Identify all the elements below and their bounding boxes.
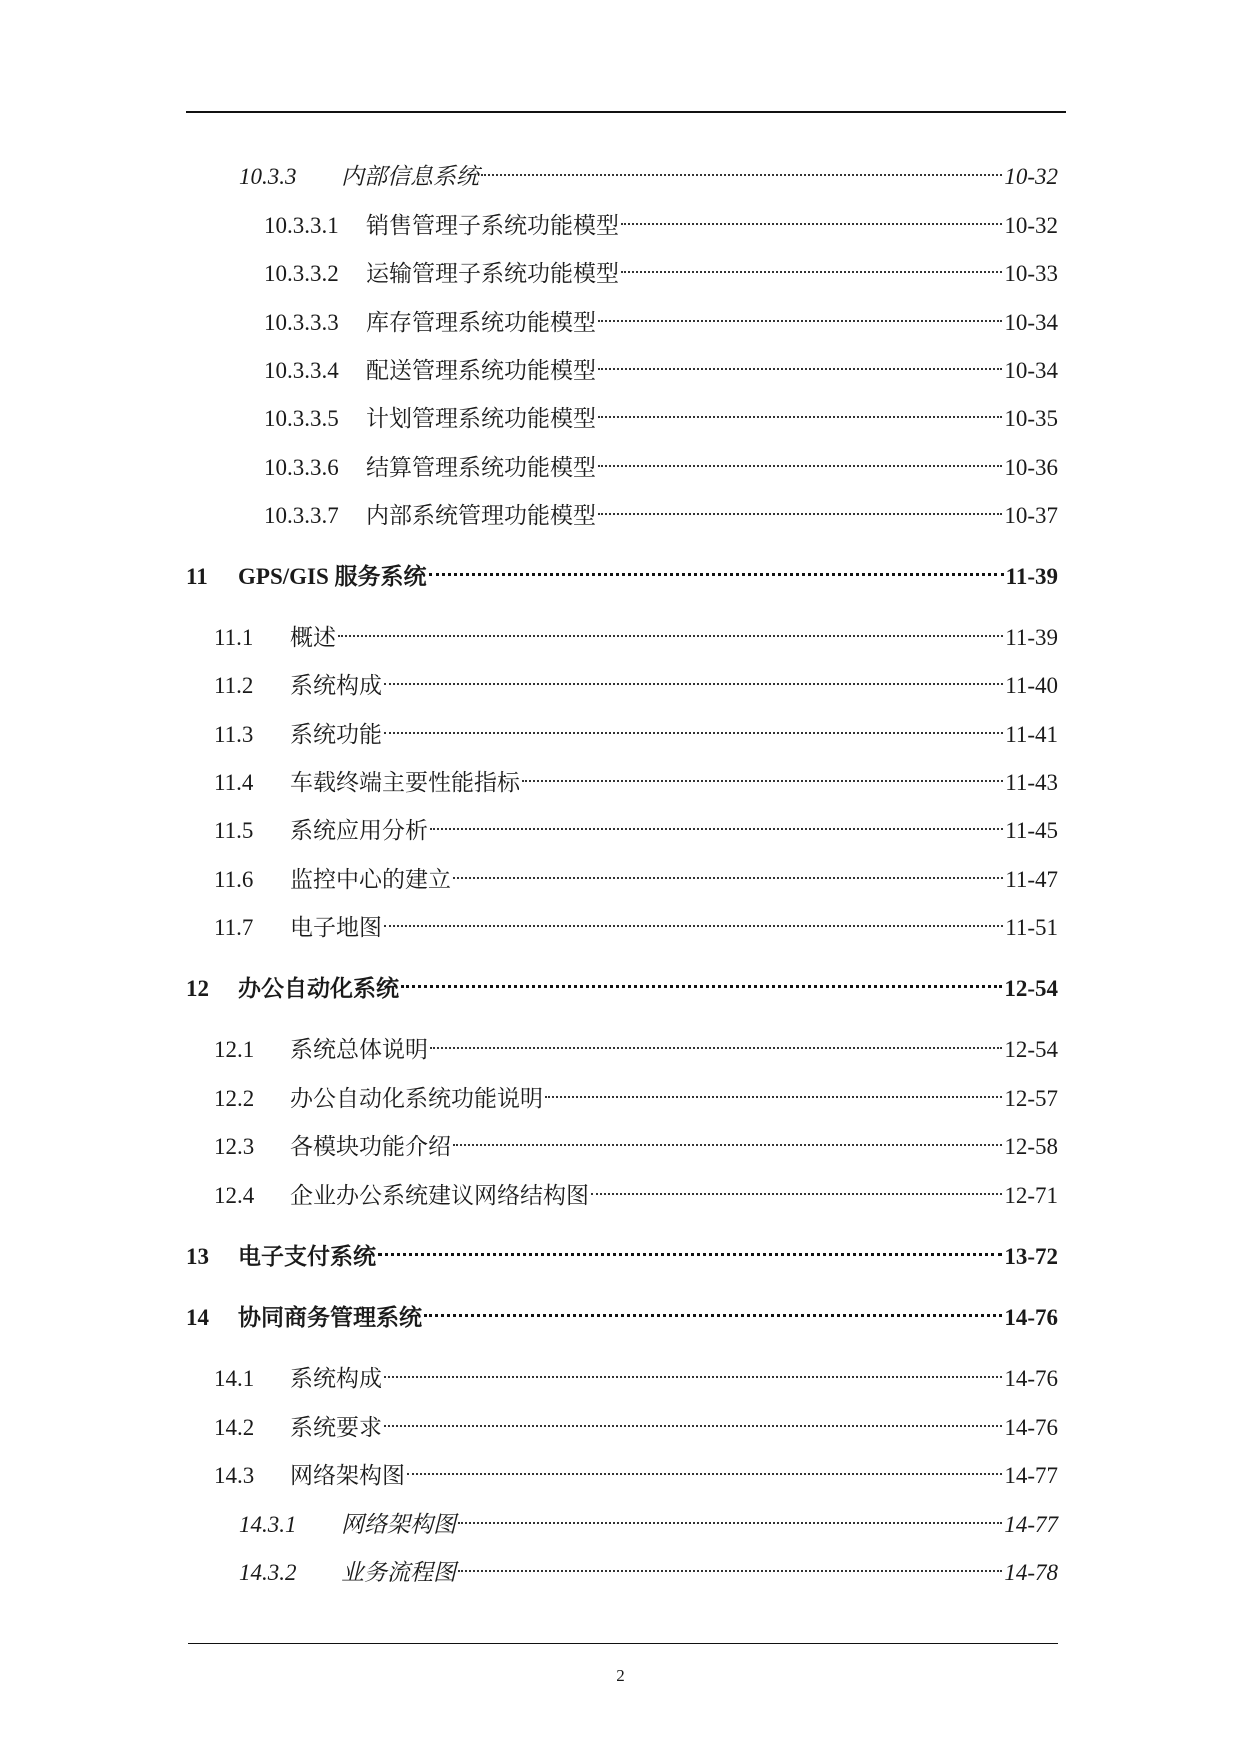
toc-entry-page: 11-47 xyxy=(1005,867,1058,892)
toc-dot-leader xyxy=(598,493,1002,523)
toc-entry-page: 13-72 xyxy=(1004,1244,1058,1269)
toc-entry-number: 10.3.3.2 xyxy=(264,261,339,286)
toc-dot-leader xyxy=(430,808,1003,838)
toc-dot-leader xyxy=(621,251,1002,281)
toc-entry[interactable] xyxy=(186,554,1058,592)
toc-entry[interactable] xyxy=(186,1124,1058,1162)
toc-entry-page: 10-37 xyxy=(1004,503,1058,528)
toc-entry-number: 12.4 xyxy=(214,1183,255,1208)
toc-dot-leader xyxy=(384,712,1003,742)
toc-entry-page: 11-43 xyxy=(1005,770,1058,795)
toc-entry-page: 10-34 xyxy=(1004,358,1058,383)
toc-dot-leader xyxy=(401,966,1002,996)
toc-entry-title: 业务流程图 xyxy=(341,1560,456,1585)
toc-entry-page: 14-76 xyxy=(1004,1366,1058,1391)
toc-entry-number: 11.7 xyxy=(214,915,254,940)
toc-entry-page: 12-71 xyxy=(1004,1183,1058,1208)
toc-entry-title: 办公自动化系统 xyxy=(238,976,399,1001)
toc-entry-number: 10.3.3 xyxy=(239,164,297,189)
toc-entry-number: 12 xyxy=(186,976,209,1001)
toc-entry[interactable] xyxy=(186,966,1058,1004)
toc-entry-number: 11.1 xyxy=(214,625,254,650)
toc-entry-number: 14.3 xyxy=(214,1463,255,1488)
toc-entry-number: 11 xyxy=(186,564,208,589)
toc-entry-number: 10.3.3.3 xyxy=(264,310,339,335)
toc-entry-page: 14-77 xyxy=(1004,1463,1058,1488)
toc-entry-title: 系统功能 xyxy=(290,722,382,747)
toc-entry-page: 11-39 xyxy=(1005,625,1058,650)
toc-entry[interactable] xyxy=(186,615,1058,653)
toc-entry-number: 11.2 xyxy=(214,673,254,698)
toc-entry-page: 10-34 xyxy=(1004,310,1058,335)
toc-entry-title: 配送管理系统功能模型 xyxy=(366,358,596,383)
toc-dot-leader xyxy=(429,554,1004,584)
toc-entry-page: 10-32 xyxy=(1004,164,1058,189)
toc-entry-page: 11-51 xyxy=(1005,915,1058,940)
toc-entry-number: 14.1 xyxy=(214,1366,255,1391)
toc-entry-number: 14 xyxy=(186,1305,209,1330)
header-rule xyxy=(186,111,1066,113)
toc-entry-title: 车载终端主要性能指标 xyxy=(290,770,520,795)
toc-entry-title: 概述 xyxy=(290,625,336,650)
toc-dot-leader xyxy=(545,1076,1002,1106)
toc-entry[interactable] xyxy=(186,251,1058,289)
toc-dot-leader xyxy=(598,396,1002,426)
toc-dot-leader xyxy=(430,1027,1002,1057)
toc-entry-number: 14.3.1 xyxy=(239,1512,297,1537)
toc-entry[interactable] xyxy=(186,1502,1058,1540)
toc-dot-leader xyxy=(522,760,1003,790)
toc-entry-title: 结算管理系统功能模型 xyxy=(366,455,596,480)
toc-entry-title: 各模块功能介绍 xyxy=(290,1134,451,1159)
toc-entry[interactable] xyxy=(186,154,1058,192)
toc-entry[interactable] xyxy=(186,760,1058,798)
toc-entry-number: 12.3 xyxy=(214,1134,255,1159)
toc-dot-leader xyxy=(591,1173,1002,1203)
toc-entry[interactable] xyxy=(186,1076,1058,1114)
toc-entry[interactable] xyxy=(186,300,1058,338)
toc-entry[interactable] xyxy=(186,1550,1058,1588)
toc-entry-page: 10-33 xyxy=(1004,261,1058,286)
toc-entry-title: 系统总体说明 xyxy=(290,1037,428,1062)
page-number: 2 xyxy=(616,1666,625,1685)
toc-entry-page: 10-32 xyxy=(1004,213,1058,238)
toc-entry-title: 内部信息系统 xyxy=(341,164,479,189)
toc-entry-number: 14.2 xyxy=(214,1415,255,1440)
toc-dot-leader xyxy=(384,1405,1002,1435)
toc-entry-title: 运输管理子系统功能模型 xyxy=(366,261,619,286)
toc-entry[interactable] xyxy=(186,396,1058,434)
toc-dot-leader xyxy=(598,348,1002,378)
toc-entry-title: 系统构成 xyxy=(290,673,382,698)
toc-entry-title: 企业办公系统建议网络结构图 xyxy=(290,1183,589,1208)
toc-entry-page: 14-76 xyxy=(1004,1415,1058,1440)
toc-dot-leader xyxy=(453,1124,1002,1154)
toc-entry-number: 11.5 xyxy=(214,818,254,843)
toc-entry-number: 13 xyxy=(186,1244,209,1269)
toc-dot-leader xyxy=(384,663,1003,693)
toc-entry[interactable] xyxy=(186,1405,1058,1443)
toc-entry[interactable] xyxy=(186,1453,1058,1491)
toc-entry-title: 电子支付系统 xyxy=(238,1244,376,1269)
toc-entry-number: 10.3.3.1 xyxy=(264,213,339,238)
toc-entry-title: 网络架构图 xyxy=(290,1463,405,1488)
toc-entry-title: 销售管理子系统功能模型 xyxy=(366,213,619,238)
footer-rule xyxy=(188,1643,1058,1644)
toc-entry-page: 12-54 xyxy=(1004,1037,1058,1062)
toc-entry-number: 11.4 xyxy=(214,770,254,795)
toc-entry-title: 协同商务管理系统 xyxy=(238,1305,422,1330)
toc-entry[interactable] xyxy=(186,493,1058,531)
toc-dot-leader xyxy=(338,615,1003,645)
toc-entry-page: 14-77 xyxy=(1004,1512,1058,1537)
toc-entry-number: 11.6 xyxy=(214,867,254,892)
toc-dot-leader xyxy=(458,1550,1002,1580)
toc-entry[interactable] xyxy=(186,203,1058,241)
toc-entry[interactable] xyxy=(186,1295,1058,1333)
toc-entry-title: 系统应用分析 xyxy=(290,818,428,843)
toc-dot-leader xyxy=(598,300,1002,330)
toc-entry[interactable] xyxy=(186,712,1058,750)
toc-entry[interactable] xyxy=(186,808,1058,846)
toc-entry[interactable] xyxy=(186,1173,1058,1211)
toc-entry-number: 11.3 xyxy=(214,722,254,747)
toc-dot-leader xyxy=(598,445,1002,475)
toc-dot-leader xyxy=(424,1295,1002,1325)
toc-entry[interactable] xyxy=(186,663,1058,701)
toc-entry-page: 11-45 xyxy=(1005,818,1058,843)
toc-dot-leader xyxy=(481,154,1002,184)
toc-entry-page: 10-35 xyxy=(1004,406,1058,431)
toc-entry-page: 14-76 xyxy=(1004,1305,1058,1330)
toc-dot-leader xyxy=(453,857,1003,887)
toc-entry[interactable] xyxy=(186,348,1058,386)
toc-dot-leader xyxy=(378,1234,1002,1264)
toc-dot-leader xyxy=(407,1453,1002,1483)
toc-entry[interactable] xyxy=(186,857,1058,895)
toc-entry-number: 10.3.3.7 xyxy=(264,503,339,528)
toc-entry-page: 11-39 xyxy=(1005,564,1058,589)
toc-entry-title: 电子地图 xyxy=(290,915,382,940)
toc-entry-page: 14-78 xyxy=(1004,1560,1058,1585)
toc-entry-title: 内部系统管理功能模型 xyxy=(366,503,596,528)
toc-entry-number: 10.3.3.4 xyxy=(264,358,339,383)
toc-entry-title: 系统要求 xyxy=(290,1415,382,1440)
toc-dot-leader xyxy=(384,905,1003,935)
toc-entry-page: 12-57 xyxy=(1004,1086,1058,1111)
toc-entry-title: 系统构成 xyxy=(290,1366,382,1391)
toc-entry-number: 12.1 xyxy=(214,1037,255,1062)
toc-entry-page: 12-54 xyxy=(1004,976,1058,1001)
toc-entry-number: 10.3.3.6 xyxy=(264,455,339,480)
toc-entry-title: 监控中心的建立 xyxy=(290,867,451,892)
toc-entry-title: GPS/GIS 服务系统 xyxy=(238,564,427,589)
toc-dot-leader xyxy=(621,203,1002,233)
toc-entry-title: 库存管理系统功能模型 xyxy=(366,310,596,335)
toc-dot-leader xyxy=(384,1356,1002,1386)
toc-entry-page: 11-40 xyxy=(1005,673,1058,698)
toc-entry-number: 14.3.2 xyxy=(239,1560,297,1585)
toc-entry-title: 网络架构图 xyxy=(341,1512,456,1537)
toc-entry[interactable] xyxy=(186,445,1058,483)
toc-dot-leader xyxy=(458,1502,1002,1532)
toc-entry-page: 11-41 xyxy=(1005,722,1058,747)
toc-entry-number: 12.2 xyxy=(214,1086,255,1111)
toc-entry[interactable] xyxy=(186,1234,1058,1272)
toc-entry[interactable] xyxy=(186,1027,1058,1065)
toc-entry[interactable] xyxy=(186,905,1058,943)
toc-entry-page: 12-58 xyxy=(1004,1134,1058,1159)
toc-entry-number: 10.3.3.5 xyxy=(264,406,339,431)
toc-entry-title: 办公自动化系统功能说明 xyxy=(290,1086,543,1111)
toc-entry-page: 10-36 xyxy=(1004,455,1058,480)
toc-entry[interactable] xyxy=(186,1356,1058,1394)
toc-entry-title: 计划管理系统功能模型 xyxy=(366,406,596,431)
